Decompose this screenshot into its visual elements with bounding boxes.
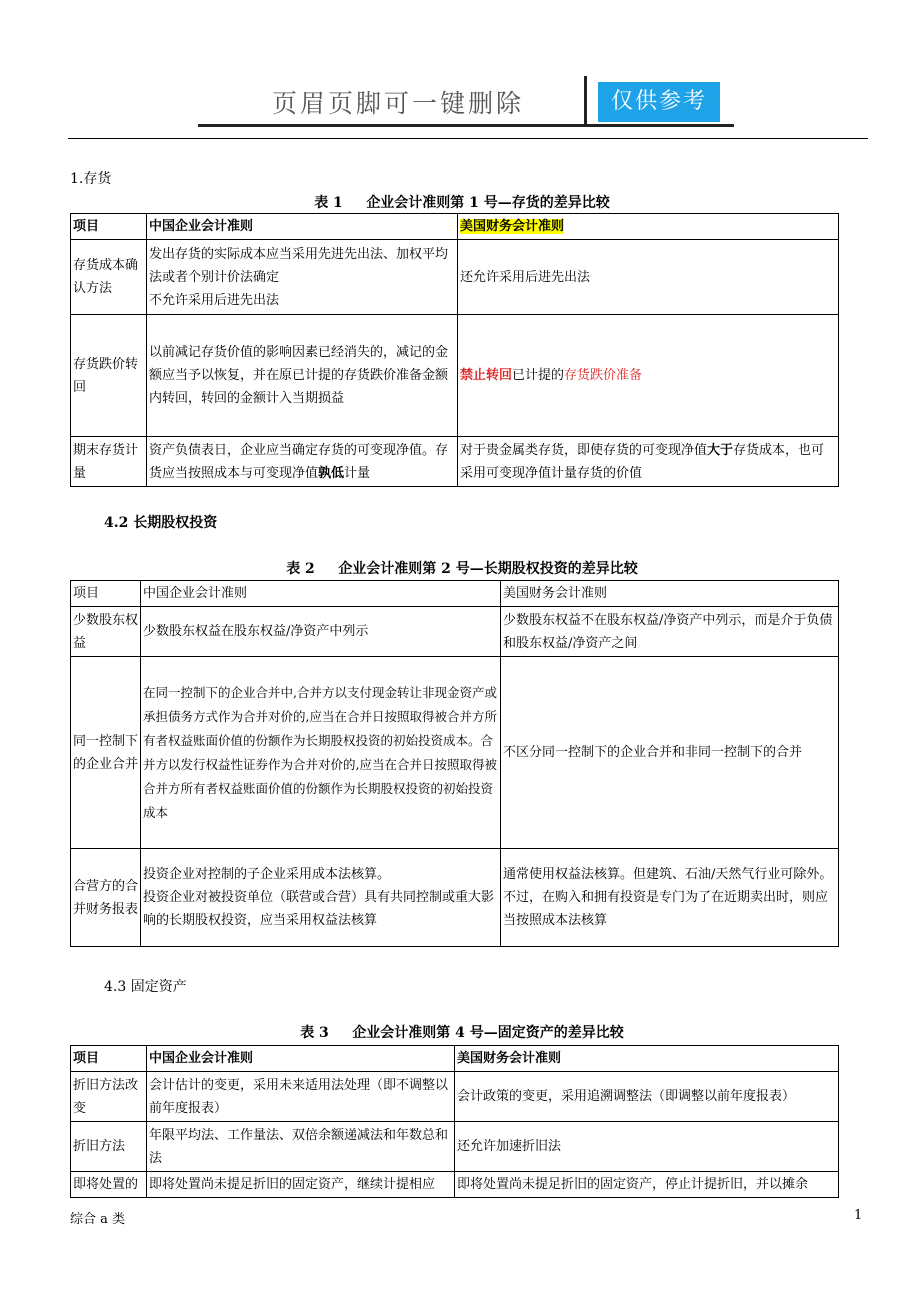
reference-badge: 仅供参考 <box>598 82 720 122</box>
cn-cell: 即将处置尚未提足折旧的固定资产，继续计提相应 <box>147 1172 455 1198</box>
table-3 <box>70 1045 839 1198</box>
table-header-cell: 美国财务会计准则 <box>455 1046 839 1072</box>
table-1-caption: 表 1 企业会计准则第 1 号—存货的差异比较 <box>314 195 610 211</box>
row-item-cell: 存货成本确认方法 <box>71 240 147 315</box>
table-header-cell: 项目 <box>71 581 141 607</box>
table-header-cell: 项目 <box>71 1046 147 1072</box>
row-item-cell: 折旧方法 <box>71 1122 147 1172</box>
us-cell: 不区分同一控制下的企业合并和非同一控制下的合并 <box>501 657 839 849</box>
row-item-cell: 即将处置的 <box>71 1172 147 1198</box>
section-3-title: 4.3 固定资产 <box>104 979 187 995</box>
us-cell: 会计政策的变更，采用追溯调整法（即调整以前年度报表） <box>455 1072 839 1122</box>
highlighted-header: 美国财务会计准则 <box>460 219 565 234</box>
table-2 <box>70 580 839 947</box>
row-item-cell: 合营方的合并财务报表 <box>71 849 141 947</box>
cn-cell: 在同一控制下的企业合并中,合并方以支付现金转让非现金资产或承担债务方式作为合并对价的,应当在合并日按照取得被合并方所有者权益账面价值的份额作为长期股权投资的初始投资成本。合并方以发行权益性证券作为合并对价的,应当在合并日按照取得被合并方所有者权益账面价值的份额作为长期股权投资的初始投资成本 <box>141 657 501 849</box>
row-item-cell: 存货跌价转回 <box>71 315 147 437</box>
row-item-cell: 少数股东权益 <box>71 607 141 657</box>
cn-cell: 投资企业对控制的子企业采用成本法核算。 投资企业对被投资单位（联营或合营）具有共同控制或重大影响的长期股权投资，应当采用权益法核算 <box>141 849 501 947</box>
cn-cell: 少数股东权益在股东权益/净资产中列示 <box>141 607 501 657</box>
us-cell: 还允许加速折旧法 <box>455 1122 839 1172</box>
cn-cell: 以前减记存货价值的影响因素已经消失的，减记的金额应当予以恢复，并在原已计提的存货跌价准备金额内转回，转回的金额计入当期损益 <box>147 315 458 437</box>
table-row <box>71 1122 839 1172</box>
us-cell: 即将处置尚未提足折旧的固定资产，停止计提折旧，并以摊余 <box>455 1172 839 1198</box>
section-2-title: 4.2 长期股权投资 <box>104 515 218 531</box>
cn-cell: 发出存货的实际成本应当采用先进先出法、加权平均法或者个别计价法确定 不允许采用后进先出法 <box>147 240 458 315</box>
section-1-title: 1.存货 <box>70 171 112 187</box>
table-header-cell: 项目 <box>71 214 147 240</box>
table-1 <box>70 213 839 487</box>
table-header-cell: 中国企业会计准则 <box>147 1046 455 1072</box>
page-number: 1 <box>854 1208 863 1223</box>
us-cell: 通常使用权益法核算。但建筑、石油/天然气行业可除外。 不过，在购入和拥有投资是专门为了在近期卖出时，则应当按照成本法核算 <box>501 849 839 947</box>
table-row <box>71 437 839 487</box>
header-underline <box>198 124 734 127</box>
table-header-cell: 中国企业会计准则 <box>147 214 458 240</box>
table-3-caption: 表 3 企业会计准则第 4 号—固定资产的差异比较 <box>300 1025 624 1041</box>
table-row <box>71 315 839 437</box>
table-header-cell <box>458 214 839 240</box>
table-row <box>71 240 839 315</box>
table-row <box>71 1172 839 1198</box>
us-cell: 对于贵金属类存货，即使存货的可变现净值大于存货成本，也可采用可变现净值计量存货的价值 <box>458 437 839 487</box>
footer-category: 综合 a 类 <box>70 1212 126 1227</box>
table-header-cell: 中国企业会计准则 <box>141 581 501 607</box>
us-cell: 还允许采用后进先出法 <box>458 240 839 315</box>
row-item-cell: 折旧方法改变 <box>71 1072 147 1122</box>
row-item-cell: 期末存货计量 <box>71 437 147 487</box>
us-cell: 禁止转回已计提的存货跌价准备 <box>458 315 839 437</box>
table-row <box>71 1072 839 1122</box>
us-cell: 少数股东权益不在股东权益/净资产中列示，而是介于负债和股东权益/净资产之间 <box>501 607 839 657</box>
cn-cell: 年限平均法、工作量法、双倍余额递减法和年数总和法 <box>147 1122 455 1172</box>
header-rule <box>68 138 868 139</box>
header-banner-text: 页眉页脚可一键删除 <box>272 89 525 118</box>
table-row <box>71 849 839 947</box>
table-header-cell: 美国财务会计准则 <box>501 581 839 607</box>
table-row <box>71 657 839 849</box>
table-row <box>71 607 839 657</box>
cn-cell: 会计估计的变更，采用未来适用法处理（即不调整以前年度报表） <box>147 1072 455 1122</box>
table-2-caption: 表 2 企业会计准则第 2 号—长期股权投资的差异比较 <box>286 561 638 577</box>
header-separator <box>584 76 587 124</box>
cn-cell: 资产负债表日，企业应当确定存货的可变现净值。存货应当按照成本与可变现净值孰低计量 <box>147 437 458 487</box>
row-item-cell: 同一控制下的企业合并 <box>71 657 141 849</box>
